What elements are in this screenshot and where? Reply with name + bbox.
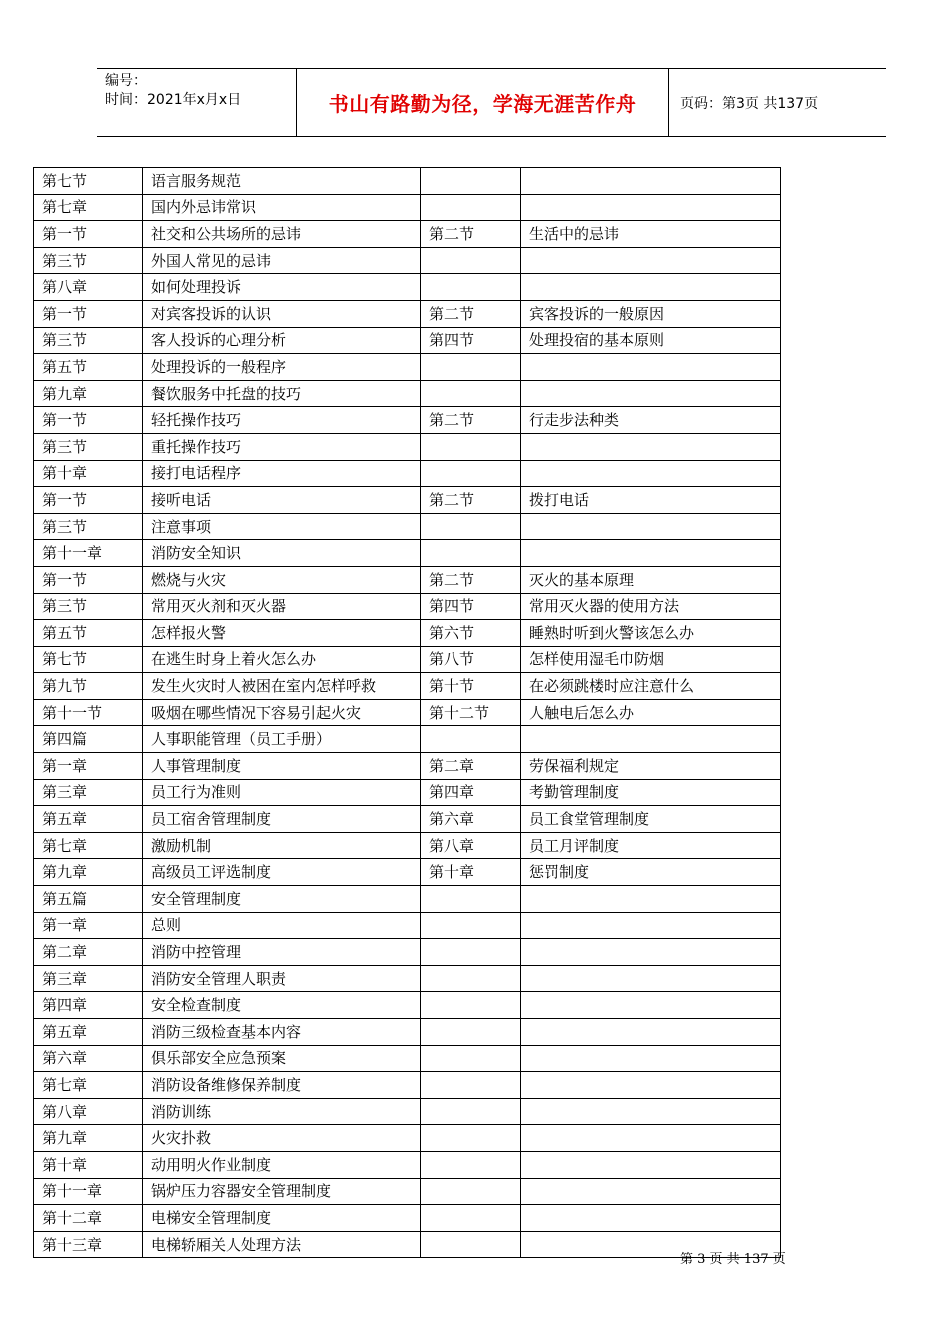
table-row [34,992,781,1019]
section-number-cell: 第一节 [34,566,143,593]
section-title-2-cell: 怎样使用湿毛巾防烟 [521,646,781,673]
section-title-2-cell [521,965,781,992]
section-number-cell: 第一节 [34,300,143,327]
section-title-2-cell: 惩罚制度 [521,859,781,886]
section-title-cell: 接听电话 [143,487,421,514]
section-number-2-cell: 第十节 [421,673,521,700]
section-title-2-cell: 员工月评制度 [521,832,781,859]
section-number-2-cell [421,939,521,966]
section-number-cell: 第一章 [34,753,143,780]
section-number-2-cell [421,992,521,1019]
table-row [34,354,781,381]
section-title-cell: 员工行为准则 [143,779,421,806]
section-number-2-cell: 第二节 [421,300,521,327]
section-title-2-cell [521,886,781,913]
section-number-2-cell [421,1205,521,1232]
section-number-2-cell [421,380,521,407]
table-row [34,327,781,354]
section-title-2-cell [521,168,781,195]
section-number-cell: 第九章 [34,1125,143,1152]
section-title-2-cell [521,1019,781,1046]
section-title-2-cell [521,1205,781,1232]
section-number-cell: 第九章 [34,859,143,886]
section-title-cell: 燃烧与火灾 [143,566,421,593]
table-row [34,407,781,434]
table-row [34,646,781,673]
section-number-2-cell [421,1072,521,1099]
section-number-cell: 第三节 [34,433,143,460]
section-title-2-cell: 人触电后怎么办 [521,699,781,726]
table-row [34,168,781,195]
section-number-2-cell: 第二节 [421,566,521,593]
section-number-cell: 第七章 [34,832,143,859]
section-title-cell: 锅炉压力容器安全管理制度 [143,1178,421,1205]
section-title-cell: 火灾扑救 [143,1125,421,1152]
section-number-cell: 第三节 [34,327,143,354]
table-row [34,965,781,992]
section-number-2-cell: 第六节 [421,620,521,647]
section-title-cell: 餐饮服务中托盘的技巧 [143,380,421,407]
table-row [34,859,781,886]
table-row [34,380,781,407]
section-title-cell: 接打电话程序 [143,460,421,487]
section-title-2-cell: 宾客投诉的一般原因 [521,300,781,327]
section-title-2-cell [521,1151,781,1178]
table-row [34,247,781,274]
section-number-2-cell [421,965,521,992]
section-title-cell: 消防设备维修保养制度 [143,1072,421,1099]
section-number-cell: 第一节 [34,407,143,434]
section-title-cell: 客人投诉的心理分析 [143,327,421,354]
section-title-cell: 轻托操作技巧 [143,407,421,434]
section-title-2-cell [521,380,781,407]
table-row [34,300,781,327]
section-number-cell: 第五节 [34,354,143,381]
section-title-cell: 语言服务规范 [143,168,421,195]
section-title-2-cell [521,1045,781,1072]
page-footer: 第 3 页 共 137 页 [680,1252,786,1267]
section-title-cell: 消防训练 [143,1098,421,1125]
table-row [34,274,781,301]
section-title-cell: 员工宿舍管理制度 [143,806,421,833]
table-row [34,726,781,753]
section-title-2-cell: 睡熟时听到火警该怎么办 [521,620,781,647]
section-number-cell: 第十二章 [34,1205,143,1232]
table-row [34,1019,781,1046]
table-row [34,699,781,726]
section-title-2-cell [521,354,781,381]
section-number-cell: 第七节 [34,168,143,195]
section-title-cell: 常用灭火剂和灭火器 [143,593,421,620]
section-number-cell: 第十一章 [34,1178,143,1205]
section-number-cell: 第七章 [34,194,143,221]
section-number-cell: 第一章 [34,912,143,939]
section-number-2-cell [421,513,521,540]
section-number-2-cell: 第四节 [421,593,521,620]
section-number-2-cell [421,912,521,939]
table-row [34,1205,781,1232]
section-number-2-cell: 第十章 [421,859,521,886]
section-title-cell: 俱乐部安全应急预案 [143,1045,421,1072]
section-title-cell: 吸烟在哪些情况下容易引起火灾 [143,699,421,726]
table-row [34,221,781,248]
section-title-cell: 对宾客投诉的认识 [143,300,421,327]
section-number-cell: 第五章 [34,806,143,833]
section-number-2-cell: 第六章 [421,806,521,833]
section-title-cell: 激励机制 [143,832,421,859]
section-number-cell: 第五章 [34,1019,143,1046]
section-number-2-cell [421,460,521,487]
section-title-cell: 发生火灾时人被困在室内怎样呼救 [143,673,421,700]
section-number-cell: 第四章 [34,992,143,1019]
section-title-cell: 外国人常见的忌讳 [143,247,421,274]
section-number-cell: 第四篇 [34,726,143,753]
section-number-2-cell [421,1098,521,1125]
section-number-cell: 第二章 [34,939,143,966]
section-number-2-cell [421,194,521,221]
section-title-cell: 总则 [143,912,421,939]
section-title-cell: 注意事项 [143,513,421,540]
section-title-2-cell [521,247,781,274]
section-number-2-cell [421,540,521,567]
section-number-2-cell [421,1019,521,1046]
table-row [34,194,781,221]
section-number-2-cell [421,354,521,381]
table-row [34,1098,781,1125]
section-number-2-cell: 第十二节 [421,699,521,726]
section-title-2-cell [521,513,781,540]
section-title-cell: 消防三级检查基本内容 [143,1019,421,1046]
header-motto: 书山有路勤为径，学海无涯苦作舟 [297,69,669,136]
section-number-cell: 第六章 [34,1045,143,1072]
section-title-2-cell [521,939,781,966]
table-row [34,460,781,487]
table-row [34,540,781,567]
table-row [34,433,781,460]
section-title-cell: 怎样报火警 [143,620,421,647]
section-number-2-cell: 第二章 [421,753,521,780]
table-row [34,939,781,966]
table-row [34,566,781,593]
section-number-cell: 第三章 [34,965,143,992]
table-row [34,1231,781,1258]
section-number-cell: 第九节 [34,673,143,700]
section-title-cell: 电梯安全管理制度 [143,1205,421,1232]
section-title-2-cell [521,540,781,567]
section-title-2-cell [521,1178,781,1205]
section-title-2-cell [521,1125,781,1152]
table-of-contents-body [34,168,781,1258]
section-number-cell: 第十一章 [34,540,143,567]
section-title-2-cell [521,460,781,487]
section-title-2-cell: 生活中的忌讳 [521,221,781,248]
table-row [34,753,781,780]
section-title-2-cell: 员工食堂管理制度 [521,806,781,833]
table-row [34,1125,781,1152]
section-number-cell: 第十三章 [34,1231,143,1258]
section-number-cell: 第三章 [34,779,143,806]
section-title-2-cell: 处理投宿的基本原则 [521,327,781,354]
section-number-cell: 第一节 [34,487,143,514]
section-title-cell: 安全管理制度 [143,886,421,913]
table-row [34,1072,781,1099]
section-title-2-cell: 拨打电话 [521,487,781,514]
section-number-cell: 第七章 [34,1072,143,1099]
section-number-2-cell [421,274,521,301]
document-code-label: 编号： [105,73,147,89]
section-number-2-cell [421,1231,521,1258]
section-title-cell: 安全检查制度 [143,992,421,1019]
table-row [34,806,781,833]
section-title-cell: 人事职能管理（员工手册） [143,726,421,753]
header-page-number: 页码：第3页 共137页 [680,95,819,112]
section-title-2-cell: 行走步法种类 [521,407,781,434]
section-number-2-cell: 第二节 [421,221,521,248]
section-number-cell: 第十章 [34,460,143,487]
page-header [97,68,886,137]
table-row [34,593,781,620]
section-number-cell: 第五篇 [34,886,143,913]
section-number-2-cell: 第二节 [421,407,521,434]
section-title-cell: 消防安全知识 [143,540,421,567]
section-number-cell: 第八章 [34,1098,143,1125]
section-number-cell: 第九章 [34,380,143,407]
section-title-2-cell: 常用灭火器的使用方法 [521,593,781,620]
table-row [34,1151,781,1178]
section-title-2-cell [521,1098,781,1125]
section-number-cell: 第一节 [34,221,143,248]
section-title-cell: 消防安全管理人职责 [143,965,421,992]
section-title-2-cell: 考勤管理制度 [521,779,781,806]
section-title-cell: 重托操作技巧 [143,433,421,460]
section-title-2-cell [521,194,781,221]
section-number-cell: 第十一节 [34,699,143,726]
table-row [34,673,781,700]
section-title-2-cell [521,433,781,460]
document-time-label: 时间：2021年x月x日 [105,92,242,108]
table-row [34,620,781,647]
section-number-2-cell: 第八节 [421,646,521,673]
section-title-cell: 在逃生时身上着火怎么办 [143,646,421,673]
section-number-cell: 第八章 [34,274,143,301]
section-number-2-cell [421,1178,521,1205]
table-row [34,886,781,913]
section-title-cell: 如何处理投诉 [143,274,421,301]
section-title-cell: 高级员工评选制度 [143,859,421,886]
section-title-cell: 人事管理制度 [143,753,421,780]
section-title-cell: 处理投诉的一般程序 [143,354,421,381]
section-number-2-cell [421,433,521,460]
section-number-cell: 第三节 [34,593,143,620]
table-row [34,1178,781,1205]
section-number-2-cell: 第八章 [421,832,521,859]
section-number-2-cell: 第四章 [421,779,521,806]
section-title-2-cell: 劳保福利规定 [521,753,781,780]
section-title-2-cell [521,274,781,301]
section-number-2-cell [421,247,521,274]
section-number-2-cell: 第二节 [421,487,521,514]
table-row [34,1045,781,1072]
section-title-2-cell [521,726,781,753]
section-title-cell: 消防中控管理 [143,939,421,966]
section-number-2-cell [421,1125,521,1152]
section-number-2-cell [421,886,521,913]
section-number-2-cell [421,1045,521,1072]
table-row [34,832,781,859]
section-number-cell: 第七节 [34,646,143,673]
table-row [34,513,781,540]
section-number-2-cell: 第四节 [421,327,521,354]
section-title-cell: 社交和公共场所的忌讳 [143,221,421,248]
section-number-cell: 第三节 [34,247,143,274]
section-number-2-cell [421,168,521,195]
section-title-cell: 动用明火作业制度 [143,1151,421,1178]
table-of-contents [33,167,781,1258]
section-title-2-cell [521,912,781,939]
section-title-2-cell: 灭火的基本原理 [521,566,781,593]
section-title-2-cell [521,1072,781,1099]
table-row [34,912,781,939]
table-row [34,487,781,514]
section-number-cell: 第五节 [34,620,143,647]
section-title-cell: 国内外忌讳常识 [143,194,421,221]
table-row [34,779,781,806]
section-number-2-cell [421,1151,521,1178]
section-number-cell: 第十章 [34,1151,143,1178]
header-meta [97,69,297,136]
section-title-2-cell: 在必须跳楼时应注意什么 [521,673,781,700]
section-number-cell: 第三节 [34,513,143,540]
section-title-cell: 电梯轿厢关人处理方法 [143,1231,421,1258]
section-number-2-cell [421,726,521,753]
section-title-2-cell [521,992,781,1019]
